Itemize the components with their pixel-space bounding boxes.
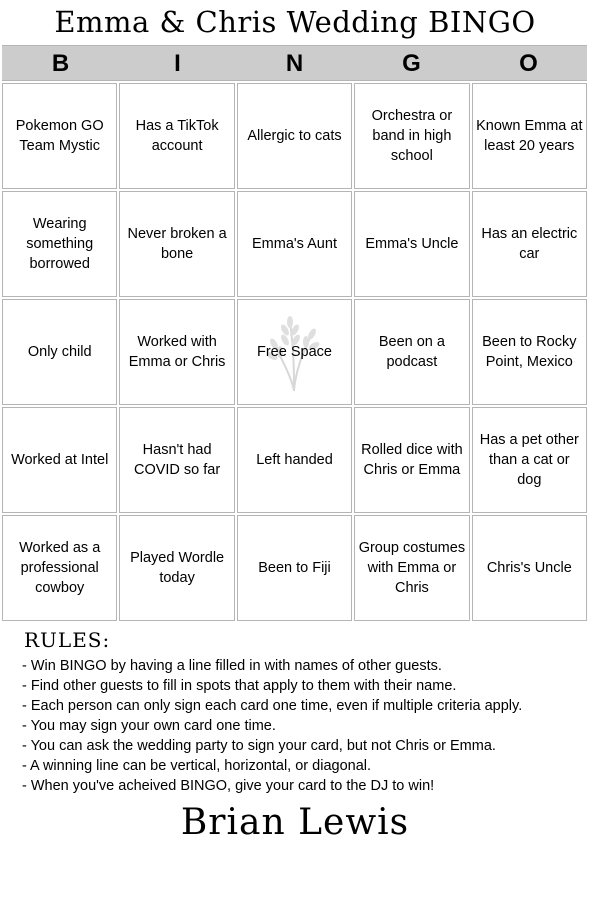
rule-item: - A winning line can be vertical, horizontal, or diagonal.	[22, 758, 372, 774]
cell-text: Never broken a bone	[127, 226, 227, 262]
bingo-cell[interactable]	[119, 515, 234, 621]
cell-text: Worked at Intel	[11, 452, 109, 468]
header-letter-o: O	[519, 50, 538, 77]
bingo-cell[interactable]	[472, 407, 587, 513]
bingo-cell[interactable]	[119, 299, 234, 405]
header-letter-i: I	[174, 50, 181, 77]
rule-item: - You may sign your own card one time.	[22, 718, 276, 734]
cell-text: Has an electric car	[481, 226, 578, 262]
cell-text: Hasn't had COVID so far	[133, 442, 221, 478]
bingo-cell[interactable]	[2, 407, 117, 513]
cell-text: Wearing something borrowed	[26, 216, 94, 272]
cell-text: Orchestra or band in high school	[371, 108, 453, 164]
bingo-cell[interactable]	[237, 515, 352, 621]
cell-text: Played Wordle today	[130, 550, 225, 586]
player-name: Brian Lewis	[180, 802, 410, 843]
bingo-cell[interactable]	[119, 191, 234, 297]
bingo-cell[interactable]	[2, 191, 117, 297]
rule-item: - Each person can only sign each card one time, even if multiple criteria apply.	[22, 698, 523, 714]
cell-text: Allergic to cats	[247, 128, 342, 144]
cell-text: Worked with Emma or Chris	[128, 334, 226, 370]
cell-text: Left handed	[256, 452, 333, 468]
rule-item: - When you've acheived BINGO, give your card to the DJ to win!	[22, 778, 435, 794]
bingo-cell[interactable]	[2, 299, 117, 405]
header-letter-b: B	[51, 50, 70, 77]
bingo-cell[interactable]	[237, 83, 352, 189]
cell-text: Has a pet other than a cat or dog	[479, 432, 579, 488]
rule-item: - Win BINGO by having a line filled in with names of other guests.	[22, 658, 442, 674]
cell-text: Emma's Aunt	[252, 236, 337, 252]
cell-text: Been to Fiji	[258, 560, 331, 576]
bingo-cell[interactable]	[472, 299, 587, 405]
bingo-board	[2, 83, 587, 621]
cell-text: Emma's Uncle	[365, 236, 459, 252]
cell-text: Has a TikTok account	[135, 118, 219, 154]
bingo-cell[interactable]	[472, 191, 587, 297]
bingo-cell[interactable]	[472, 83, 587, 189]
bingo-cell[interactable]	[354, 83, 469, 189]
rule-item: - Find other guests to fill in spots that apply to them with their name.	[22, 678, 457, 694]
bingo-header-row	[2, 45, 587, 81]
bingo-cell[interactable]	[119, 407, 234, 513]
cell-text: Worked as a professional cowboy	[19, 540, 101, 596]
header-letter-n: N	[285, 50, 304, 77]
page-title: Emma & Chris Wedding BINGO	[54, 5, 536, 39]
bingo-cell[interactable]	[354, 515, 469, 621]
rule-item: - You can ask the wedding party to sign your card, but not Chris or Emma.	[22, 738, 496, 754]
cell-text: Rolled dice with Chris or Emma	[361, 442, 463, 478]
bingo-cell[interactable]	[354, 299, 469, 405]
cell-text: Only child	[27, 344, 92, 360]
cell-text: Been to Rocky Point, Mexico	[482, 334, 577, 370]
rules-heading: RULES:	[24, 628, 111, 652]
bingo-card	[2, 45, 587, 621]
cell-text: Chris's Uncle	[486, 560, 572, 576]
bingo-cell[interactable]	[237, 407, 352, 513]
cell-text: Known Emma at least 20 years	[476, 118, 583, 154]
free-space-label: Free Space	[257, 344, 332, 360]
cell-text: Pokemon GO Team Mystic	[15, 118, 104, 154]
bingo-cell[interactable]	[2, 515, 117, 621]
cell-text: Group costumes with Emma or Chris	[358, 540, 466, 596]
bingo-cell[interactable]	[354, 407, 469, 513]
rules-list	[22, 656, 522, 796]
header-letter-g: G	[402, 50, 421, 77]
bingo-cell[interactable]	[354, 191, 469, 297]
free-space-cell[interactable]	[237, 299, 352, 405]
bingo-cell[interactable]	[119, 83, 234, 189]
cell-text: Been on a podcast	[378, 334, 445, 370]
bingo-cell[interactable]	[472, 515, 587, 621]
bingo-cell[interactable]	[237, 191, 352, 297]
bingo-cell[interactable]	[2, 83, 117, 189]
